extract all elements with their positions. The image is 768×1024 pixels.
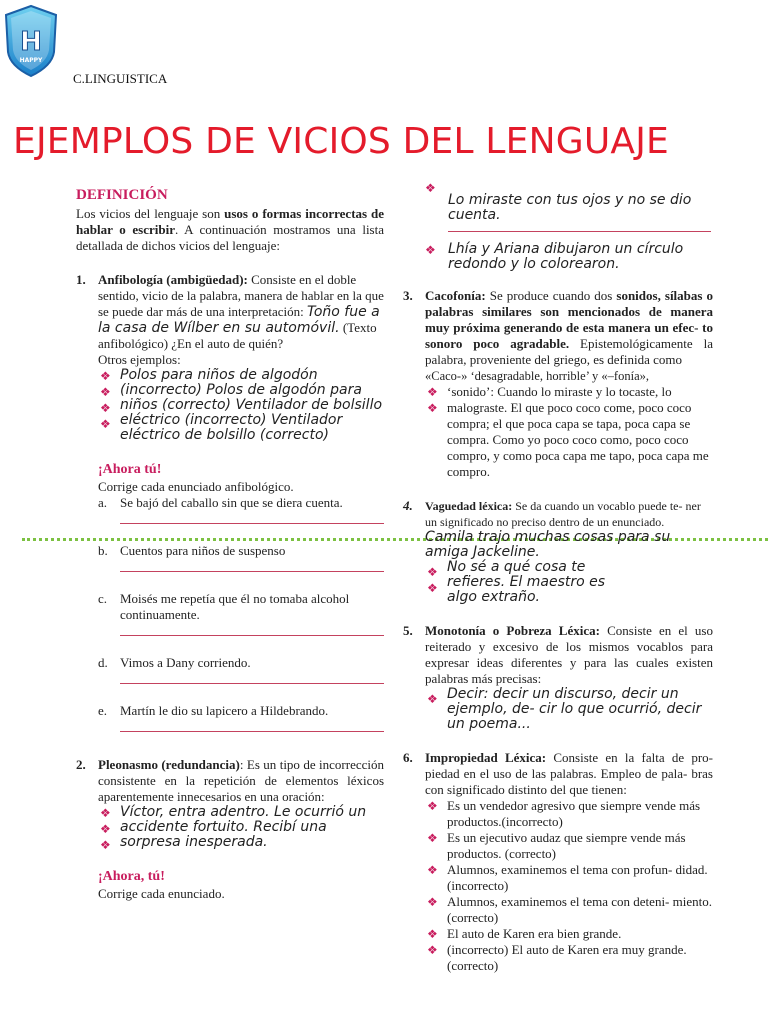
diamond-bullet-icon: ❖ (425, 243, 436, 257)
bullet-item (425, 830, 713, 862)
bullet-item: ❖ ‘sonido’: Cuando lo miraste y lo tocaste, lo (427, 384, 672, 399)
exercise-item (98, 495, 384, 543)
bullet-text: Alumnos, examinemos el tema con deteni- miento. (correcto) (447, 894, 712, 925)
svg-text:HAPPY: HAPPY (19, 57, 43, 64)
exercise-label: c. (98, 591, 108, 606)
diamond-bullet-icon: ❖ ❖ ❖ ❖ (100, 369, 111, 431)
bullet-item (425, 926, 713, 942)
bullet-examples: ❖ ❖ ❖ Víctor, entra adentro. Le ocurrió un accidente fortuito. Recibí una sorpresa inesperada. (100, 804, 367, 852)
exercise-label: a. (98, 495, 108, 510)
exercise-text: Se bajó del caballo sin que se diera cuenta. (120, 495, 343, 510)
organization-name: C.LINGUISTICA (73, 71, 168, 86)
diamond-bullet-icon: ❖ (425, 181, 436, 195)
item-pleonasmo: 2. Pleonasmo (redundancia): Es un tipo de incorrección consistente en la repetición de elementos léxicos aparentemente innecesarios en una oración: ❖ ❖ ❖ Víctor, entra adentro. Le ocurrió un accidente fortuito. Recibí una sorpresa inesperada. (76, 757, 384, 852)
bullet-item (425, 894, 713, 926)
diamond-bullet-icon: ❖ (427, 831, 438, 845)
exercise-label: e. (98, 703, 108, 718)
exercise-1 (76, 461, 384, 751)
answer-line[interactable] (120, 523, 384, 524)
exercise-2 (76, 868, 384, 902)
example-text: Camila trajo muchas cosas para su amiga Jackeline. (425, 529, 671, 560)
exercise-label: b. (98, 543, 108, 558)
exercise-text: Cuentos para niños de suspenso (120, 543, 286, 558)
definition-heading: DEFINICIÓN (76, 187, 168, 203)
item-anfibologia: 1. Anfibología (ambigüedad): Consiste en el doble sentido, vicio de la palabra, manera de hablar en la que se puede dar más de una interpretación: Toño fue a la casa de Wílber en su automóvil. (Texto anfibológico) ¿En el auto de quién? Otros ejemplos: ❖ ❖ ❖ ❖ Polos para niños de algodón (incorrecto) Polos de algodón para niños (correcto) Ventilador de bolsillo eléctrico (incorrecto) Ventilador eléctrico de bolsillo (correcto) (76, 272, 384, 443)
bullet-text: Alumnos, examinemos el tema con profun- didad. (incorrecto) (447, 862, 708, 893)
exercise-item (98, 655, 384, 703)
pleonasmo-example: ❖ Lhía y Ariana dibujaron un círculo redondo y lo colorearon. (425, 241, 684, 272)
impropiedad-list (425, 798, 713, 974)
item-monotonia: 5. Monotonía o Pobreza Léxica: Consiste en el uso reiterado y excesivo de los mismos vocablos para expresar ideas diferentes y para las cuales existen palabras más precisas: ❖ Decir: decir un discurso, decir un ejemplo, de- cir lo que ocurrió, decir un poema... (403, 623, 713, 732)
item-cacofonia: 3. Cacofonía: Se produce cuando dos sonidos, sílabas o palabras similares son mencionados de manera muy próxima generando de esta manera un efec- to sonoro poco agradable. Epistemológicamente la palabra, proveniente del griego, es definida como «Caco-» ‘desagradable, horrible’ y «–fonía», ❖ ‘sonido’: Cuando lo miraste y lo tocaste, lo ❖ malograste. El que poco coco come, poco coco compra; el que poca capa se tapa, poca capa se compra. Como yo poco coco como, poco coco compro, y como poca capa me tapo, poca capa me compro. (403, 288, 714, 479)
bullet-item: ❖ malograste. El que poco coco come, poco coco compra; el que poca capa se tapa, poca capa se compra. Como yo poco coco como, poco coco compro, y como poca capa me tapo, poca capa me compro. (427, 400, 709, 479)
answer-line[interactable] (120, 683, 384, 684)
diamond-bullet-icon: ❖ (427, 401, 438, 415)
item-impropiedad: 6. Impropiedad Léxica: Consiste en la falta de pro- piedad en el uso de las palabras. Empleo de pala- bras con significado distinto del que tienen: ❖ Es un vendedor agresivo que siempre vende más productos.(incorrecto) ❖ Es un ejecutivo audaz que siempre vende más productos. (correcto) ❖ Alumnos, examinemos el tema con profun- didad. (incorrecto) ❖ Alumnos, examinemos el tema con deteni- miento. (correcto) ❖ El auto de Karen era bien grande. ❖ (incorrecto) El auto de Karen era muy grande. (correcto) (403, 750, 713, 973)
diamond-bullet-icon: ❖ (427, 863, 438, 877)
exercise-text: Moisés me repetía que él no tomaba alcohol continuamente. (120, 591, 350, 622)
exercise-item (98, 591, 384, 655)
example-text: Toño fue a la casa de Wílber en su automóvil. (98, 304, 380, 336)
answer-line[interactable] (120, 571, 384, 572)
exercise-text: Vimos a Dany corriendo. (120, 655, 251, 670)
bullet-item (425, 942, 713, 974)
svg-text:H: H (20, 27, 42, 57)
diamond-bullet-icon: ❖ (427, 943, 438, 957)
diamond-bullet-icon: ❖ (427, 927, 438, 941)
bullet-examples: ❖ Decir: decir un discurso, decir un ejemplo, de- cir lo que ocurrió, decir un poema... (427, 686, 702, 732)
exercise-label: d. (98, 655, 108, 670)
bullet-text: El auto de Karen era bien grande. (447, 926, 622, 941)
bullet-examples: ❖ ❖ ❖ ❖ Polos para niños de algodón (incorrecto) Polos de algodón para niños (correcto) Ventilador de bolsillo eléctrico (incorrecto) Ventilador eléctrico de bolsillo (correcto) (100, 367, 383, 443)
diamond-bullet-icon: ❖ (427, 385, 438, 399)
exercise-instruction: Corrige cada enunciado. (98, 886, 225, 901)
exercise-item (98, 543, 384, 591)
left-column (76, 186, 384, 902)
bullet-text: Es un ejecutivo audaz que siempre vende más productos. (correcto) (447, 830, 686, 861)
pleonasmo-example: ❖ Lo miraste con tus ojos y no se dio cuenta. (425, 181, 692, 223)
diamond-bullet-icon: ❖ (427, 895, 438, 909)
bullet-item (425, 798, 713, 830)
diamond-bullet-icon: ❖ (427, 799, 438, 813)
diamond-bullet-icon: ❖ ❖ ❖ (100, 806, 111, 852)
diamond-bullet-icon: ❖ ❖ (427, 565, 438, 595)
school-logo (3, 4, 59, 78)
answer-line[interactable] (120, 635, 384, 636)
answer-line (448, 231, 711, 232)
exercise-heading: ¡Ahora tú! (98, 462, 162, 477)
bullet-item (425, 862, 713, 894)
bullet-text: (incorrecto) El auto de Karen era muy grande. (correcto) (447, 942, 687, 973)
exercise-item (98, 703, 384, 751)
exercise-text: Martín le dio su lapicero a Hildebrando. (120, 703, 329, 718)
diamond-bullet-icon: ❖ (427, 692, 438, 706)
exercise-heading: ¡Ahora, tú! (98, 869, 165, 884)
exercise-list (98, 495, 384, 751)
definition-text: Los vicios del lenguaje son usos o formas incorrectas de hablar o escribir. A continuación mostramos una lista detallada de dichos vicios del lenguaje: (76, 206, 385, 253)
right-column (403, 180, 713, 974)
answer-line[interactable] (120, 731, 384, 732)
bullet-text: Es un vendedor agresivo que siempre vende más productos.(incorrecto) (447, 798, 701, 829)
bullet-examples: ❖ ❖ No sé a qué cosa te refieres. El maestro es algo extraño. (427, 559, 606, 605)
item-vaguedad: 4. Vaguedad léxica: Se da cuando un vocablo puede te- ner un significado no preciso dentro de un enunciado. Camila trajo muchas cosas para su amiga Jackeline. ❖ ❖ No sé a qué cosa te refieres. El maestro es algo extraño. (403, 498, 713, 605)
exercise-instruction: Corrige cada enunciado anfibológico. (98, 479, 294, 494)
page-title: EJEMPLOS DE VICIOS DEL LENGUAJE (13, 121, 669, 162)
